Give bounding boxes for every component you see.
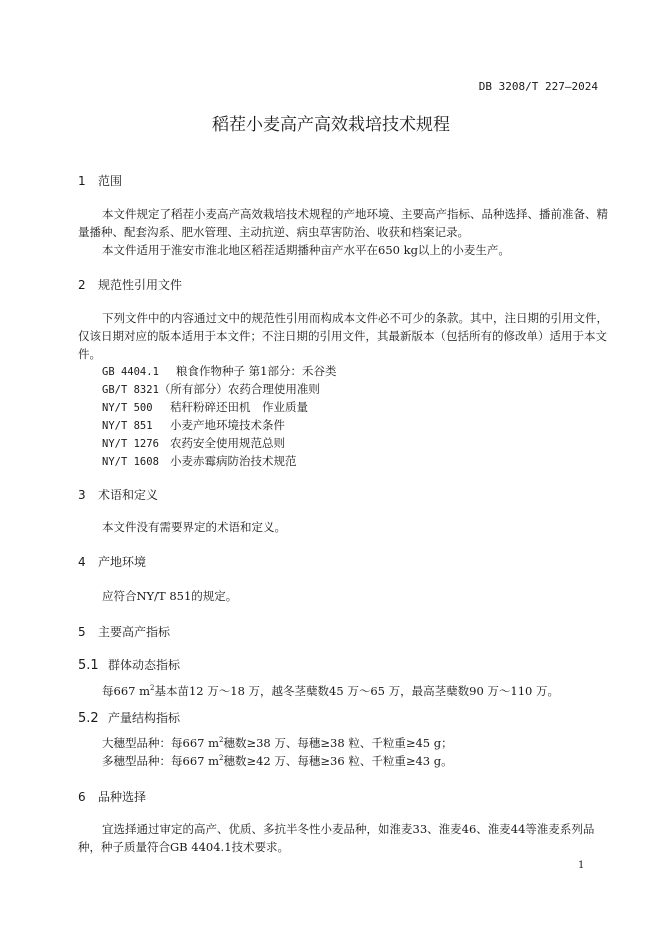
text-segment: 多穗型品种：每667 m bbox=[102, 754, 220, 768]
reference-code: NY/T 1276 bbox=[102, 438, 159, 450]
text-segment: 大穗型品种：每667 m bbox=[102, 736, 220, 750]
text-segment: 穗数≥42 万、每穗≥36 粒、千粒重≥43 g。 bbox=[223, 754, 453, 768]
section-1-heading bbox=[78, 172, 122, 189]
section-title: 产地环境 bbox=[98, 555, 147, 569]
subsection-5-1-heading bbox=[78, 656, 180, 673]
document-title: 稻茬小麦高产高效栽培技术规程 bbox=[212, 115, 450, 135]
section-title: 主要高产指标 bbox=[98, 625, 171, 639]
section-3-heading bbox=[78, 486, 158, 503]
document-number: DB 3208/T 227—2024 bbox=[478, 80, 598, 93]
section-3-paragraph-1: 本文件没有需要界定的术语和定义。 bbox=[102, 520, 286, 534]
reference-title: 农药安全使用规范总则 bbox=[170, 436, 285, 450]
section-6-paragraph-1: 宜选择通过审定的高产、优质、多抗半冬性小麦品种，如淮麦33、淮麦46、淮麦44等淮麦系列品种，种子质量符合GB 4404.1技术要求。 bbox=[78, 822, 595, 854]
section-number: 5 bbox=[78, 625, 86, 639]
superscript: 2 bbox=[150, 684, 155, 693]
reference-code: NY/T 851 bbox=[102, 420, 153, 432]
superscript: 2 bbox=[219, 754, 224, 763]
text-segment: 基本苗12 万～18 万，越冬茎蘖数45 万～65 万，最高茎蘖数90 万～110 万。 bbox=[154, 684, 560, 698]
text-segment: 穗数≥38 万、每穗≥38 粒、千粒重≥45 g； bbox=[223, 736, 453, 750]
reference-item bbox=[102, 435, 285, 451]
section-2-heading bbox=[78, 276, 182, 293]
section-1-paragraph-2: 本文件适用于淮安市淮北地区稻茬适期播种亩产水平在650 kg以上的小麦生产。 bbox=[102, 243, 510, 257]
reference-code: GB 4404.1 bbox=[102, 366, 159, 378]
section-number: 3 bbox=[78, 488, 86, 502]
section-5-heading bbox=[78, 623, 170, 640]
section-2-paragraph-1: 下列文件中的内容通过文中的规范性引用而构成本文件必不可少的条款。其中，注日期的引用文件，仅该日期对应的版本适用于本文件；不注日期的引用文件，其最新版本（包括所有的修改单）适用于本文件。 bbox=[78, 311, 608, 361]
reference-item bbox=[102, 453, 297, 469]
reference-item bbox=[102, 381, 320, 397]
subsection-5-1-paragraph bbox=[78, 682, 608, 700]
reference-item bbox=[102, 399, 308, 415]
section-title: 范围 bbox=[98, 174, 123, 188]
section-number: 4 bbox=[78, 555, 86, 569]
section-number: 1 bbox=[78, 174, 86, 188]
subsection-number: 5.2 bbox=[78, 711, 99, 726]
reference-title: 小麦赤霉病防治技术规范 bbox=[170, 454, 297, 468]
superscript: 2 bbox=[219, 736, 224, 745]
reference-title: 秸秆粉碎还田机 作业质量 bbox=[170, 400, 308, 414]
subsection-number: 5.1 bbox=[78, 658, 99, 673]
section-6-heading bbox=[78, 788, 146, 805]
reference-code: GB/T 8321 bbox=[102, 384, 159, 396]
reference-item bbox=[102, 363, 336, 379]
text-segment: 每667 m bbox=[102, 684, 151, 698]
reference-title: 小麦产地环境技术条件 bbox=[170, 418, 285, 432]
reference-code: NY/T 1608 bbox=[102, 456, 159, 468]
section-title: 品种选择 bbox=[98, 790, 147, 804]
section-title: 规范性引用文件 bbox=[98, 278, 183, 292]
reference-title: （所有部分）农药合理使用准则 bbox=[158, 382, 320, 396]
reference-item bbox=[102, 417, 285, 433]
subsection-title: 产量结构指标 bbox=[108, 711, 181, 725]
section-4-paragraph-1: 应符合NY/T 851的规定。 bbox=[102, 589, 238, 603]
section-number: 6 bbox=[78, 790, 86, 804]
section-1-paragraph-1: 本文件规定了稻茬小麦高产高效栽培技术规程的产地环境、主要高产指标、品种选择、播前准备、精量播种、配套沟系、肥水管理、主动抗逆、病虫草害防治、收获和档案记录。 bbox=[78, 207, 608, 239]
reference-title: 粮食作物种子 第1部分：禾谷类 bbox=[176, 364, 337, 378]
section-4-heading bbox=[78, 553, 146, 570]
subsection-title: 群体动态指标 bbox=[108, 658, 181, 672]
subsection-5-2-line-1 bbox=[78, 734, 608, 752]
subsection-5-2-line-2 bbox=[78, 752, 608, 770]
subsection-5-2-heading bbox=[78, 709, 180, 726]
reference-code: NY/T 500 bbox=[102, 402, 153, 414]
page-number: 1 bbox=[578, 860, 585, 871]
section-title: 术语和定义 bbox=[98, 488, 159, 502]
section-number: 2 bbox=[78, 278, 86, 292]
